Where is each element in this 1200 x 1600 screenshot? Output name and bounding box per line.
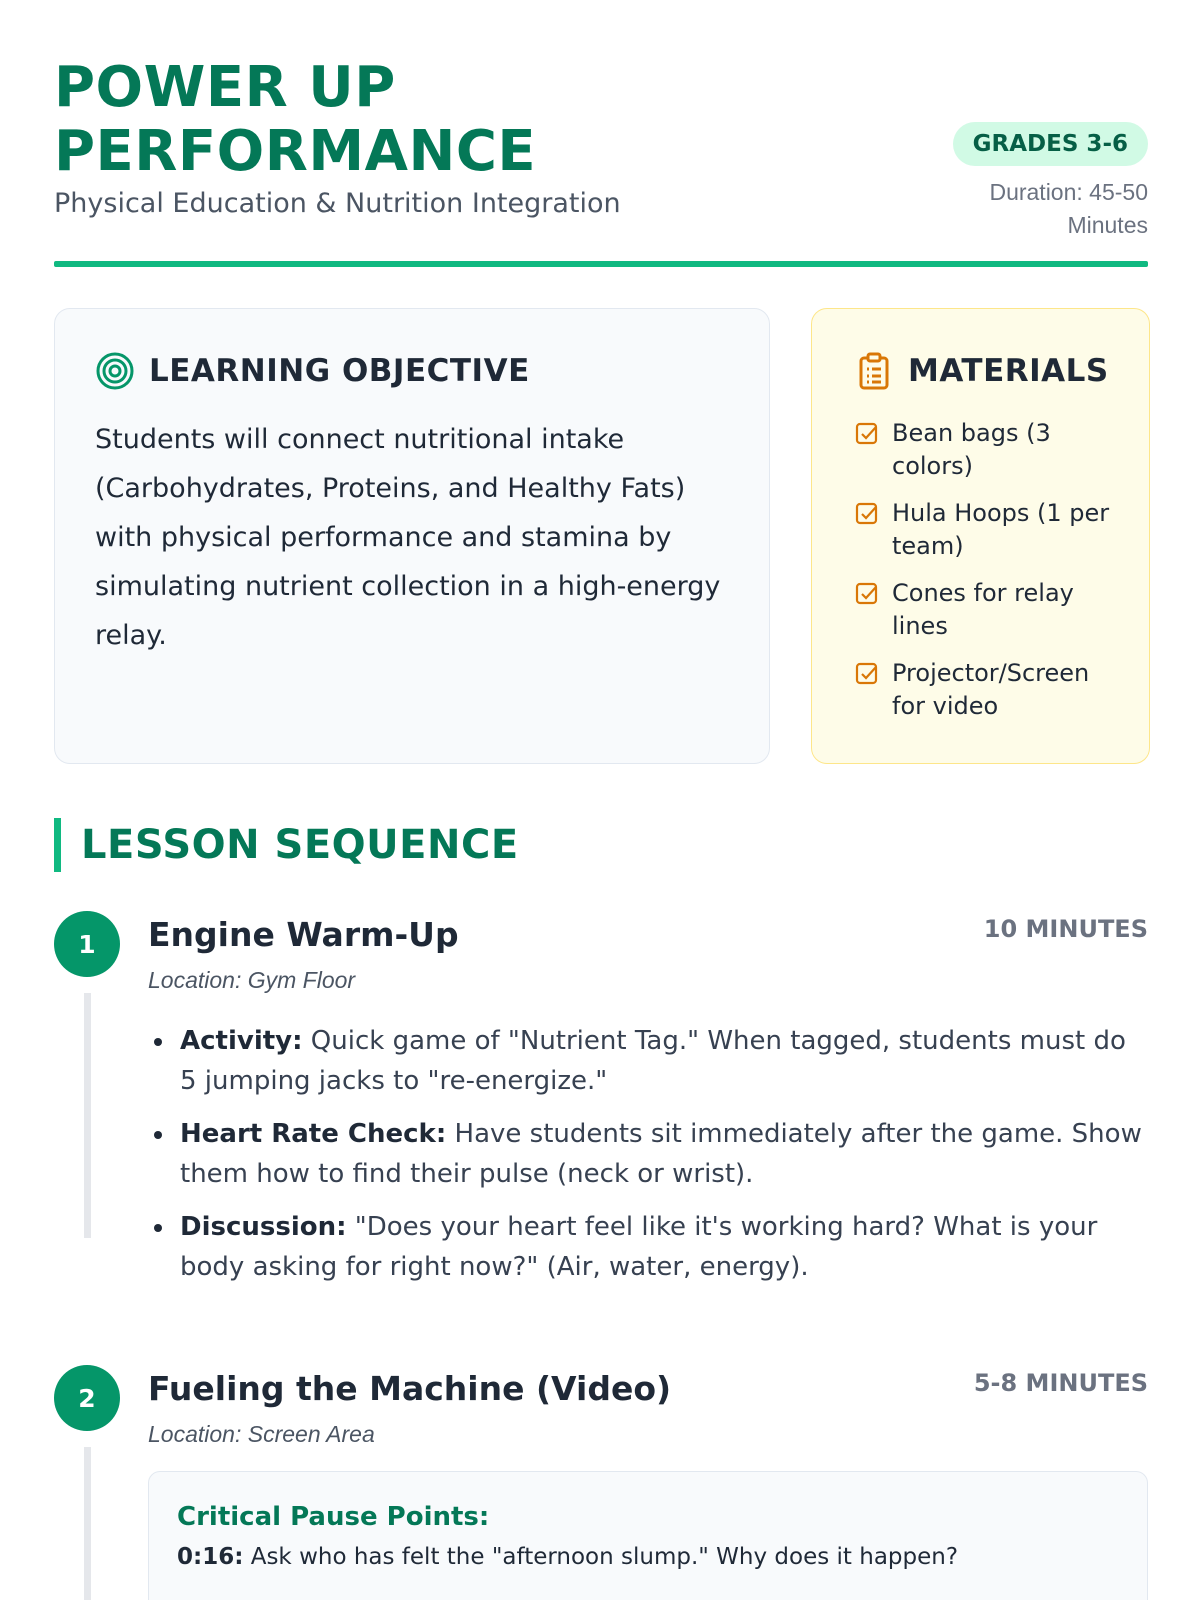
step-bullet-list	[148, 1021, 1148, 1300]
title-line-2: PERFORMANCE	[54, 119, 537, 184]
step-location: Location: Screen Area	[148, 1421, 375, 1447]
bullet-text: Have students sit immediately after the game. Show them how to find their pulse (neck or wrist).	[180, 1119, 1142, 1189]
checkbox-icon	[854, 661, 880, 687]
step-location: Location: Gym Floor	[148, 967, 356, 993]
header-meta	[948, 122, 1148, 242]
step-title: Fueling the Machine (Video)	[148, 1369, 672, 1408]
timeline-connector	[84, 993, 91, 1238]
materials-card	[811, 308, 1150, 764]
duration-text: Duration: 45-50 Minutes	[989, 179, 1148, 238]
title-line-1: POWER UP	[54, 55, 396, 120]
materials-list	[854, 417, 1119, 723]
step-duration: 5-8 MINUTES	[973, 1369, 1148, 1397]
bullet-label: Heart Rate Check:	[180, 1119, 447, 1149]
objective-heading	[95, 351, 729, 391]
lesson-header	[54, 55, 1148, 238]
step-duration: 10 MINUTES	[983, 915, 1148, 943]
bullet-label: Activity:	[180, 1026, 303, 1056]
materials-item-label: Hula Hoops (1 per team)	[892, 499, 1110, 560]
materials-heading	[854, 351, 1119, 391]
bullet-text: Quick game of "Nutrient Tag." When tagged, students must do 5 jumping jacks to "re-energize."	[180, 1026, 1126, 1096]
clipboard-icon	[854, 351, 894, 391]
bullet-label: Discussion:	[180, 1212, 347, 1242]
materials-item-label: Cones for relay lines	[892, 579, 1074, 640]
grade-badge: GRADES 3-6	[953, 122, 1148, 166]
list-item	[148, 1021, 1148, 1101]
page-subtitle: Physical Education & Nutrition Integration	[54, 188, 621, 219]
header-divider	[54, 261, 1148, 267]
pause-text: Ask who has felt the "afternoon slump." Why does it happen?	[250, 1544, 959, 1570]
list-item	[148, 1114, 1148, 1194]
materials-item-label: Bean bags (3 colors)	[892, 419, 1051, 480]
objective-text: Students will connect nutritional intake (Carbohydrates, Proteins, and Healthy Fats) with physical performance and stamina by simulating nutrient collection in a high-energy relay.	[95, 424, 721, 651]
target-icon	[95, 351, 135, 391]
lesson-step	[54, 1365, 1148, 1600]
materials-item	[854, 657, 1119, 723]
pause-point	[177, 1538, 1119, 1576]
materials-item	[854, 497, 1119, 563]
checkbox-icon	[854, 501, 880, 527]
checkbox-icon	[854, 581, 880, 607]
step-title: Engine Warm-Up	[148, 915, 459, 954]
lesson-sequence-heading: LESSON SEQUENCE	[54, 818, 519, 872]
bullet-text: "Does your heart feel like it's working hard? What is your body asking for right now?" (Air, water, energy).	[180, 1212, 1098, 1282]
materials-item	[854, 417, 1119, 483]
step-number-badge: 1	[54, 911, 120, 977]
objective-heading-text: LEARNING OBJECTIVE	[149, 353, 530, 389]
pause-points-box	[148, 1471, 1148, 1600]
materials-heading-text: MATERIALS	[908, 353, 1109, 389]
materials-item	[854, 577, 1119, 643]
list-item	[148, 1207, 1148, 1287]
lesson-step	[54, 911, 1148, 1311]
pause-points-heading: Critical Pause Points:	[177, 1502, 490, 1532]
learning-objective-card	[54, 308, 770, 764]
pause-timestamp: 0:16:	[177, 1544, 244, 1570]
materials-item-label: Projector/Screen for video	[892, 659, 1090, 720]
checkbox-icon	[854, 421, 880, 447]
timeline-connector	[84, 1447, 91, 1600]
step-number-badge: 2	[54, 1365, 120, 1431]
